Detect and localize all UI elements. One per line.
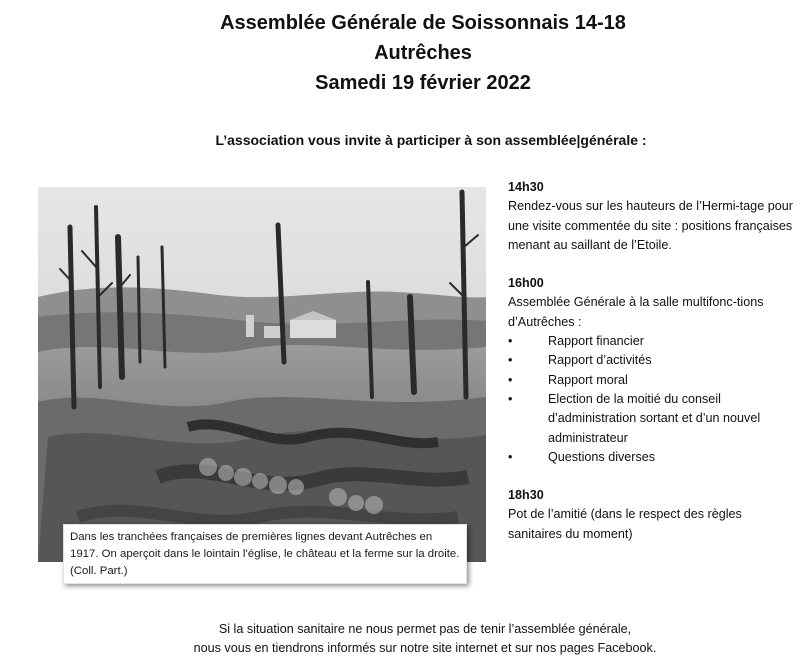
schedule-item-reception [508, 486, 798, 544]
trench-photo [38, 187, 486, 562]
schedule-description: Assemblée Générale à la salle multifonc-tions d’Autrêches : [508, 295, 764, 329]
agenda-item [508, 351, 798, 370]
event-schedule [508, 178, 798, 563]
agenda-item-label: Rapport d’activités [548, 353, 652, 368]
bullet-icon: • [508, 449, 513, 464]
schedule-item-visit [508, 178, 798, 255]
footer-line: nous vous en tiendrons informés sur notre site internet et sur nos pages Facebook. [193, 641, 657, 655]
agenda-item [508, 332, 798, 351]
agenda-item-label: Questions diverses [548, 449, 656, 464]
agenda-item-label: Rapport moral [548, 372, 628, 387]
schedule-time: 16h00 [508, 276, 544, 291]
title-line-date: Samedi 19 février 2022 [315, 72, 531, 94]
schedule-time: 18h30 [508, 488, 544, 503]
schedule-description: Rendez-vous sur les hauteurs de l’Hermi-tage pour une visite commentée du site : positions françaises menant au saillant de l’Etoile. [508, 199, 793, 252]
photo-caption: Dans les tranchées françaises de premières lignes devant Autrêches en 1917. On aperçoit dans le lointain l’église, le château et la ferme sur la droite. (Coll. Part.) [63, 524, 467, 584]
schedule-item-assembly [508, 274, 798, 467]
agenda-item-label: Election de la moitié du conseil d’administration sortant et d’un nouvel administrateur [548, 391, 761, 445]
event-title [0, 8, 810, 98]
bullet-icon: • [508, 391, 513, 406]
agenda-item [508, 390, 798, 448]
bullet-icon: • [508, 334, 513, 349]
footer-notice [20, 620, 810, 658]
title-line-association: Assemblée Générale de Soissonnais 14-18 [220, 12, 626, 34]
agenda-item [508, 448, 798, 467]
bullet-icon: • [508, 353, 513, 368]
schedule-time: 14h30 [508, 180, 544, 194]
schedule-description: Pot de l’amitié (dans le respect des règles sanitaires du moment) [508, 507, 742, 541]
trench-photo-image [38, 187, 486, 562]
agenda-item [508, 371, 798, 390]
agenda-item-label: Rapport financier [548, 334, 644, 349]
invitation-text: L’association vous invite à participer à son assemblée|générale : [215, 132, 647, 148]
bullet-icon: • [508, 372, 513, 387]
title-line-place: Autrêches [374, 42, 472, 64]
footer-line: Si la situation sanitaire ne nous permet pas de tenir l’assemblée générale, [218, 622, 632, 636]
agenda-list [508, 332, 798, 467]
